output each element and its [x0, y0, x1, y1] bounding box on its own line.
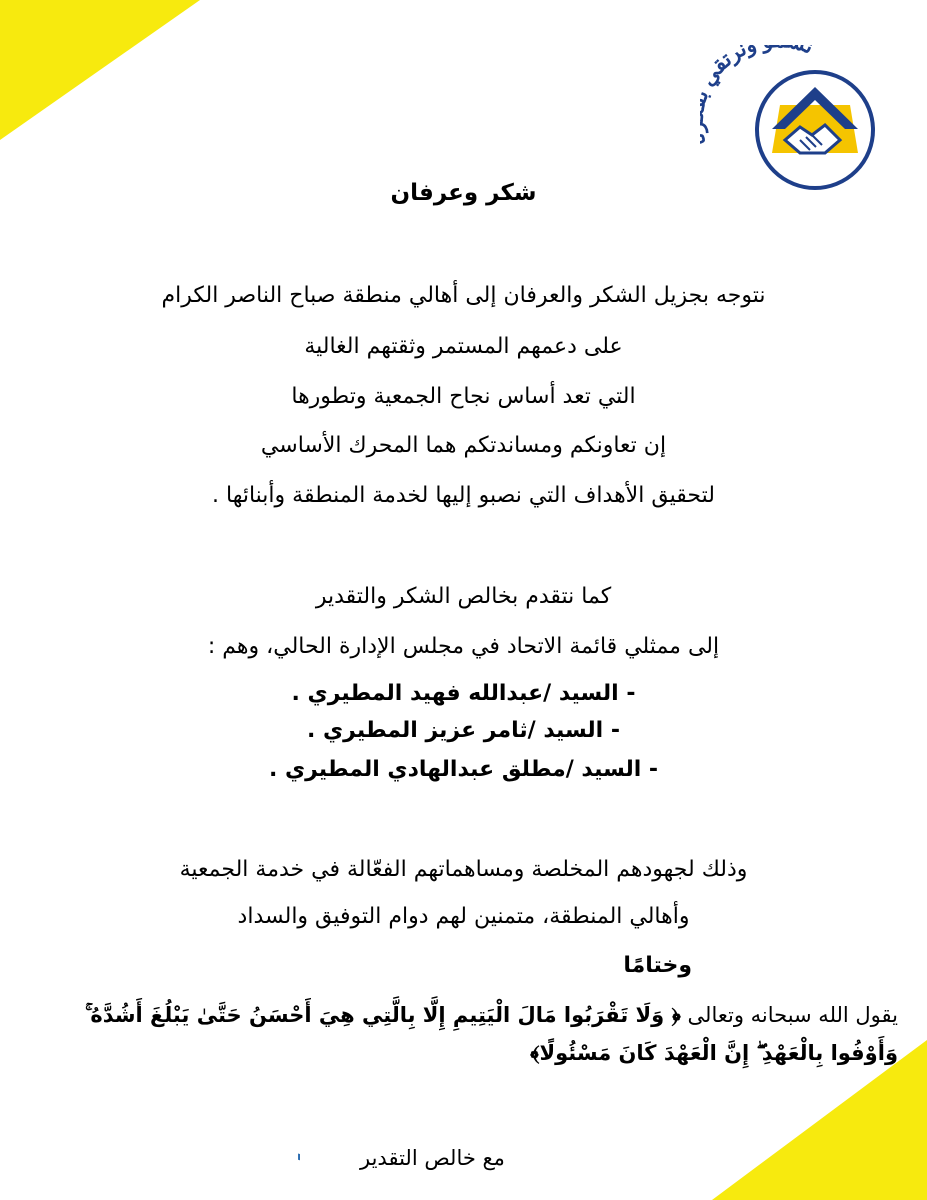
paragraph2-line: كما نتقدم بخالص الشكر والتقدير — [315, 584, 612, 609]
brand-wordmark — [30, 1110, 300, 1172]
closing-heading: وختامًا — [623, 953, 692, 978]
paragraph3-line: وذلك لجهودهم المخلصة ومساهماتهم الفعّالة في خدمة الجمعية — [179, 857, 748, 882]
paragraph3-line: وأهالي المنطقة، متمنين لهم دوام التوفيق والسداد — [237, 904, 690, 929]
sign-off: مع خالص التقدير — [360, 1146, 505, 1170]
member-name: - السيد /مطلق عبدالهادي المطيري . — [268, 757, 659, 782]
paragraph1-line: إن تعاونكم ومساندتكم هما المحرك الأساسي — [260, 433, 667, 458]
page-title: شكر وعرفان — [390, 180, 537, 206]
paragraph2-line: إلى ممثلي قائمة الاتحاد في مجلس الإدارة الحالي، وهم : — [207, 634, 720, 659]
quran-verse — [40, 996, 898, 1072]
association-logo — [700, 45, 900, 195]
paragraph1-line: لتحقيق الأهداف التي نصبو إليها لخدمة المنطقة وأبنائها . — [212, 483, 715, 508]
paragraph1-line: نتوجه بجزيل الشكر والعرفان إلى أهالي منطقة صباح الناصر الكرام — [161, 283, 766, 308]
corner-triangle-top-left — [0, 0, 200, 140]
member-name: - السيد /عبدالله فهيد المطيري . — [291, 681, 636, 706]
paragraph1-line: التي تعد أساس نجاح الجمعية وتطورها — [291, 384, 636, 409]
logo-slogan: ن ونرتق — [708, 45, 817, 77]
verse-intro: يقول الله سبحانه وتعالى — [687, 1003, 898, 1027]
paragraph1-line: على دعمهم المستمر وثقتهم الغالية — [304, 334, 623, 359]
member-name: - السيد /ثامر عزيز المطيري . — [307, 718, 620, 743]
brand-text — [295, 1114, 300, 1172]
verse-quote: ﴿ وَلَا تَقْرَبُوا مَالَ الْيَتِيمِ إِلَّا بِالَّتِي هِيَ أَحْسَنُ حَتَّىٰ يَبْلُغَ أَشُدَّهُ ۚ وَأَوْفُوا بِالْعَهْدِ ۖ إِنَّ الْعَهْدَ كَانَ مَسْئُولًا﴾ — [85, 1003, 898, 1065]
